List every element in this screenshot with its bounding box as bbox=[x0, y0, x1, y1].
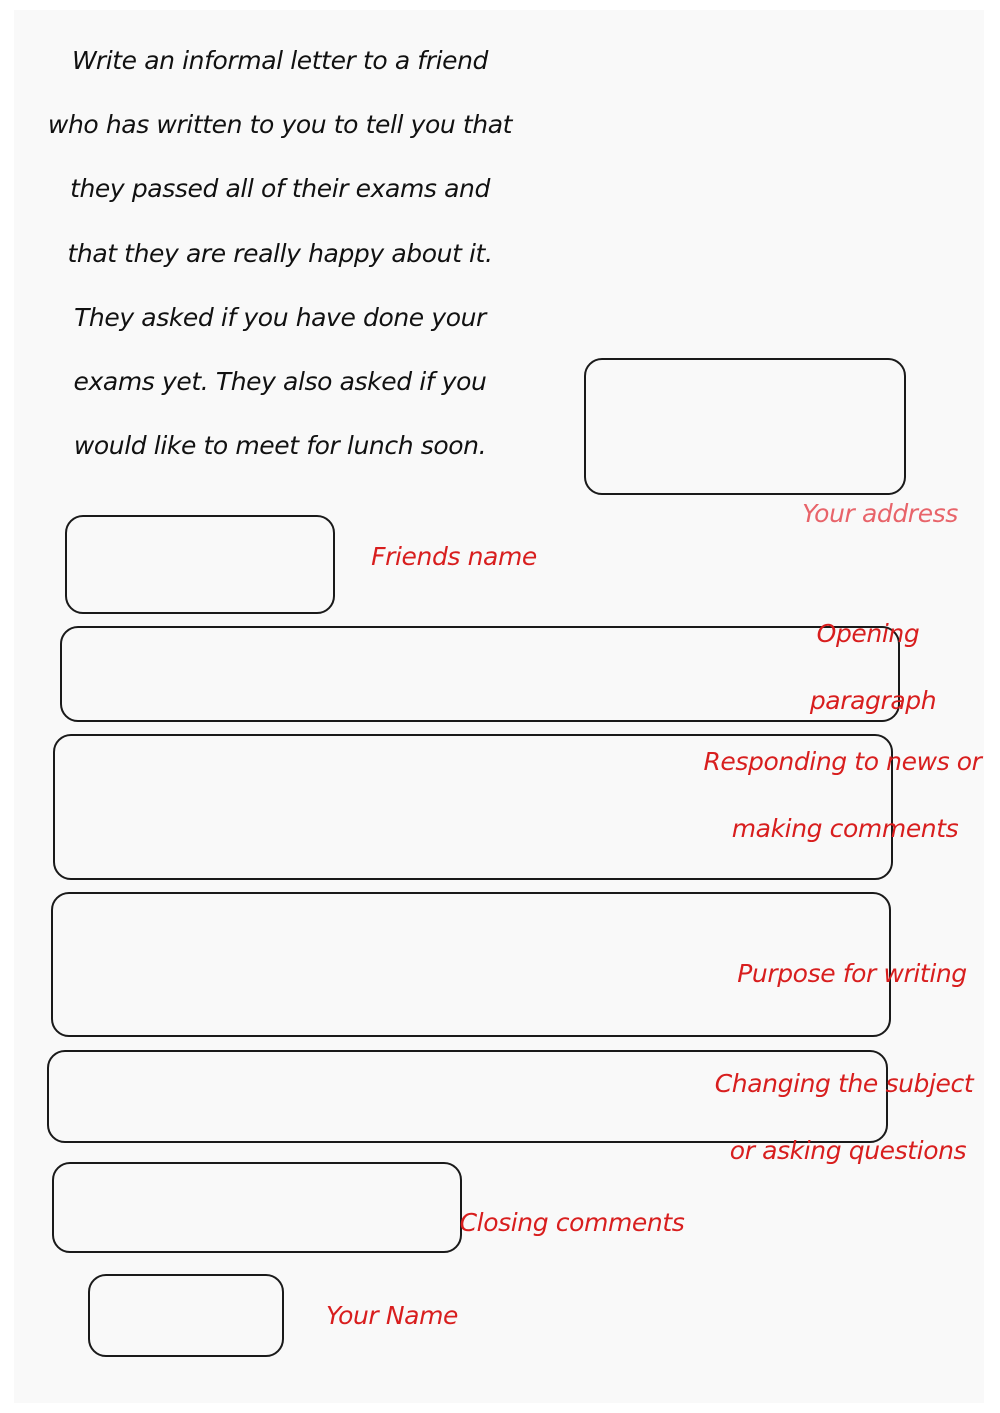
label-changing-line: or asking questions bbox=[729, 1136, 967, 1165]
label-closing-comments: Closing comments bbox=[459, 1208, 685, 1237]
address-drop-box[interactable] bbox=[584, 358, 906, 495]
writing-prompt bbox=[40, 32, 520, 481]
friends-name-drop-box[interactable] bbox=[65, 515, 335, 614]
prompt-line: Write an informal letter to a friend bbox=[71, 46, 489, 75]
label-your-address: Your address bbox=[802, 499, 958, 528]
label-your-name: Your Name bbox=[325, 1301, 459, 1330]
prompt-line: exams yet. They also asked if you bbox=[73, 366, 487, 396]
label-changing-line: Changing the subject bbox=[714, 1069, 974, 1098]
closing-comments-drop-box[interactable] bbox=[52, 1162, 462, 1253]
label-purpose: Purpose for writing bbox=[737, 959, 967, 988]
prompt-line: they passed all of their exams and bbox=[70, 174, 490, 204]
your-name-drop-box[interactable] bbox=[88, 1274, 284, 1357]
label-friends-name: Friends name bbox=[371, 542, 537, 571]
label-responding-line: Responding to news or bbox=[703, 747, 982, 776]
label-opening-line: paragraph bbox=[809, 686, 937, 715]
prompt-line: would like to meet for lunch soon. bbox=[73, 431, 487, 461]
prompt-line: They asked if you have done your bbox=[74, 302, 486, 332]
prompt-line: who has written to you to tell you that bbox=[47, 110, 513, 140]
label-opening-line: Opening bbox=[816, 619, 920, 648]
opening-paragraph-drop-box[interactable] bbox=[60, 626, 900, 722]
label-responding-line: making comments bbox=[731, 814, 959, 843]
prompt-line: that they are really happy about it. bbox=[67, 238, 493, 268]
